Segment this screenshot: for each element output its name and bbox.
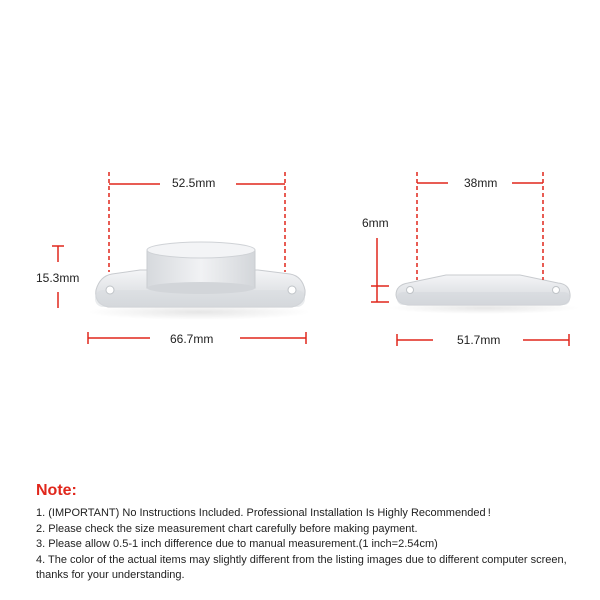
flange-with-boss-part — [87, 242, 311, 320]
plate-hole-right — [553, 287, 560, 294]
dimension-lines — [52, 183, 569, 346]
plate-top-width-label: 38mm — [464, 176, 498, 190]
note-item: 2. Please check the size measurement chart carefully before making payment. — [36, 522, 418, 535]
plate-edge — [397, 292, 570, 305]
boss-top-face — [147, 242, 255, 258]
note-section — [36, 482, 596, 584]
note-item: 4. The color of the actual items may slightly different from the listing images due to different computer screen, thanks for your understanding. — [36, 553, 567, 581]
plate-base-width-label: 51.7mm — [457, 333, 501, 347]
note-item: 3. Please allow 0.5-1 inch difference due to manual measurement.(1 inch=2.54cm) — [36, 538, 438, 550]
gasket-plate-part — [388, 275, 580, 314]
mounting-hole-left — [106, 286, 114, 294]
note-item: 1. (IMPORTANT) No Instructions Included. Professional Installation Is Highly Recommended ! — [36, 507, 491, 519]
mounting-hole-right — [288, 286, 296, 294]
top-width-label: 52.5mm — [172, 176, 216, 190]
boss-base-edge — [147, 282, 255, 294]
plate-thickness-label: 6mm — [362, 216, 389, 230]
plate-hole-left — [407, 287, 414, 294]
note-list — [36, 506, 596, 584]
height-label: 15.3mm — [36, 271, 80, 285]
base-width-label: 66.7mm — [170, 332, 214, 346]
note-title: Note: — [36, 482, 77, 499]
